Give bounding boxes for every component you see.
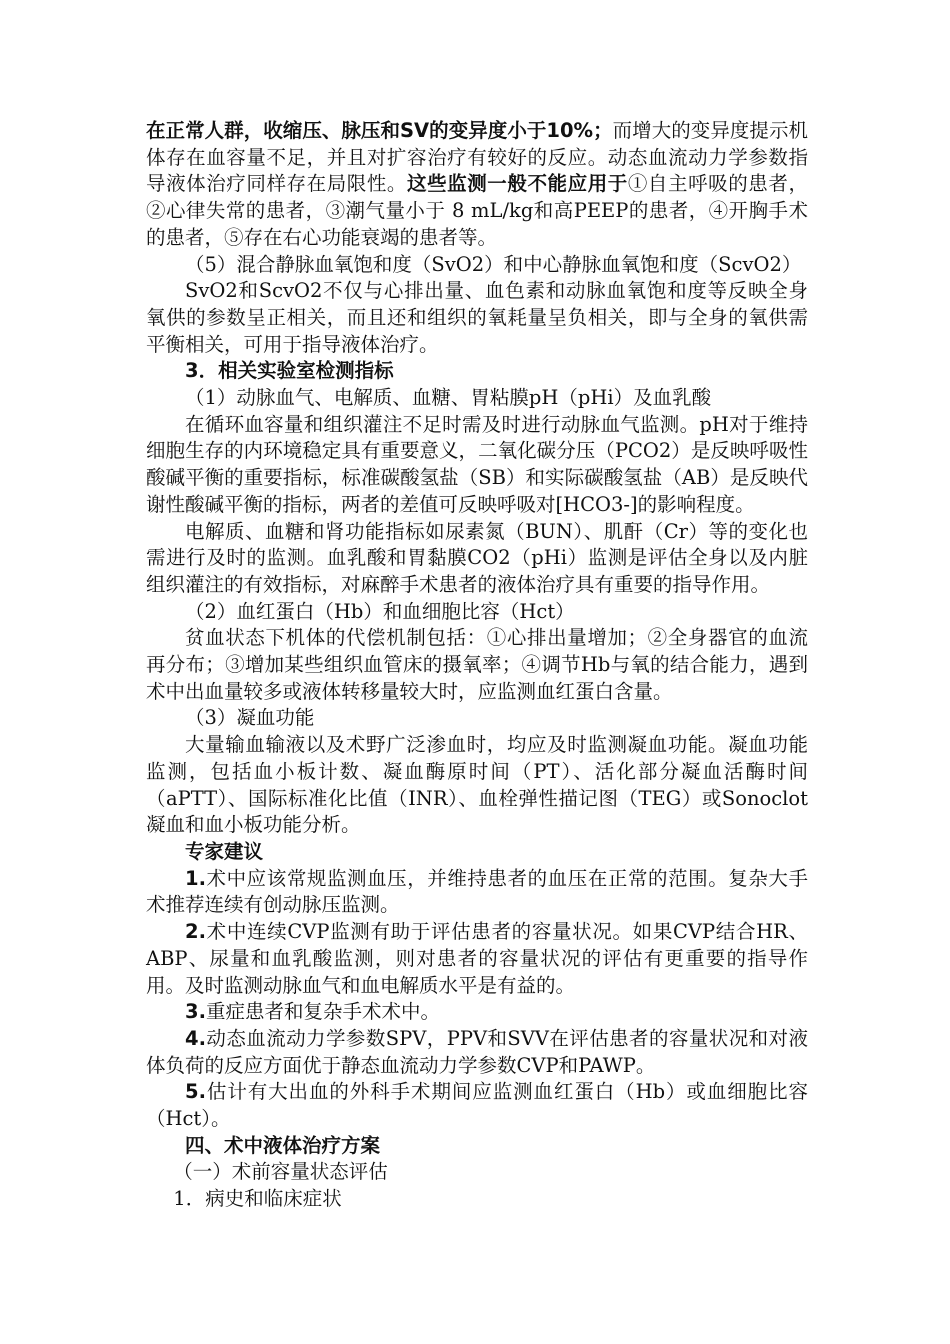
heading-lab-indicators: 3．相关实验室检测指标 xyxy=(185,359,394,383)
item-number: 1. xyxy=(185,866,206,890)
paragraph-coagulation: 大量输血输液以及术野广泛渗血时，均应及时监测凝血功能。凝血功能监测，包括血小板计数、凝血酶原时间（PT）、活化部分凝血活酶时间（aPTT）、国际标准化比值（INR）、血栓弹性描记图（TEG）或Sonoclot凝血和血小板功能分析。 xyxy=(146,733,808,837)
item-text: 动态血流动力学参数SPV，PPV和SVV在评估患者的容量状况和对液体负荷的反应方面优于静态血流动力学参数CVP和PAWP。 xyxy=(146,1026,808,1077)
paragraph-text: 而增大的变异度提示机体存在血容量不足，并且对扩容治疗有较好的反应。动态血流动力学参数指导液体治疗同样存在局限性。 xyxy=(146,119,808,196)
item-number: 5. xyxy=(185,1080,206,1104)
paragraph-blood-gas: 在循环血容量和组织灌注不足时需及时进行动脉血气监测。pH对于维持细胞生存的内环境稳定具有重要意义，二氧化碳分压（PCO2）是反映呼吸性酸碱平衡的重要指标，标准碳酸氢盐（SB）和实际碳酸氢盐（AB）是反映代谢性酸碱平衡的指标，两者的差值可反映呼吸对[HCO3-]的影响程度。 xyxy=(146,412,808,516)
paragraph-electrolytes: 电解质、血糖和肾功能指标如尿素氮（BUN）、肌酐（Cr）等的变化也需进行及时的监测。血乳酸和胃黏膜CO2（pHi）监测是评估全身以及内脏组织灌注的有效指标，对麻醉手术患者的液体治疗具有重要的指导作用。 xyxy=(146,519,808,596)
item-text: 重症患者和复杂手术术中。 xyxy=(205,1000,440,1024)
expert-item-1 xyxy=(146,866,808,919)
heading-hemoglobin: （2）血红蛋白（Hb）和血细胞比容（Hct） xyxy=(185,599,575,623)
expert-item-4 xyxy=(146,1026,808,1079)
item-text: 估计有大出血的外科手术期间应监测血红蛋白（Hb）或血细胞比容（Hct）。 xyxy=(146,1080,808,1131)
heading-svo2: （5）混合静脉血氧饱和度（SvO2）和中心静脉血氧饱和度（ScvO2） xyxy=(185,252,802,276)
heading-preop-assessment: （一）术前容量状态评估 xyxy=(173,1160,388,1184)
item-number: 3. xyxy=(185,1000,206,1024)
bold-text-limitations: 这些监测一般不能应用于 xyxy=(407,172,628,196)
heading-fluid-therapy-plan: 四、术中液体治疗方案 xyxy=(185,1133,381,1157)
heading-history-symptoms: 1．病史和临床症状 xyxy=(173,1187,342,1211)
document-page xyxy=(146,118,808,1213)
heading-coagulation: （3）凝血功能 xyxy=(185,706,315,730)
paragraph-variability xyxy=(146,118,808,252)
item-text: 术中应该常规监测血压，并维持患者的血压在正常的范围。复杂大手术推荐连续有创动脉压监测。 xyxy=(146,866,808,917)
item-number: 4. xyxy=(185,1026,206,1050)
paragraph-svo2: SvO2和ScvO2不仅与心排出量、血色素和动脉血氧饱和度等反映全身氧供的参数呈正相关，而且还和组织的氧耗量呈负相关，即与全身的氧供需平衡相关，可用于指导液体治疗。 xyxy=(146,279,808,356)
heading-blood-gas: （1）动脉血气、电解质、血糖、胃粘膜pH（pHi）及血乳酸 xyxy=(185,386,712,410)
item-text: 术中连续CVP监测有助于评估患者的容量状况。如果CVP结合HR、ABP、尿量和血乳酸监测，则对患者的容量状况的评估有更重要的指导作用。及时监测动脉血气和血电解质水平是有益的。 xyxy=(146,920,808,997)
expert-item-3 xyxy=(146,999,808,1026)
expert-item-5 xyxy=(146,1079,808,1132)
heading-expert-advice: 专家建议 xyxy=(185,839,264,863)
paragraph-hemoglobin: 贫血状态下机体的代偿机制包括：①心排出量增加；②全身器官的血流再分布；③增加某些组织血管床的摄氧率；④调节Hb与氧的结合能力，遇到术中出血量较多或液体转移量较大时，应监测血红蛋白含量。 xyxy=(146,626,808,703)
item-number: 2. xyxy=(185,920,206,944)
expert-item-2 xyxy=(146,919,808,999)
bold-text-variability: 在正常人群，收缩压、脉压和SV的变异度小于10%； xyxy=(146,119,613,142)
paragraph-text: ①自主呼吸的患者，②心律失常的患者，③潮气量小于 8 mL/kg和高PEEP的患者，④开胸手术的患者，⑤存在右心功能衰竭的患者等。 xyxy=(146,172,808,249)
